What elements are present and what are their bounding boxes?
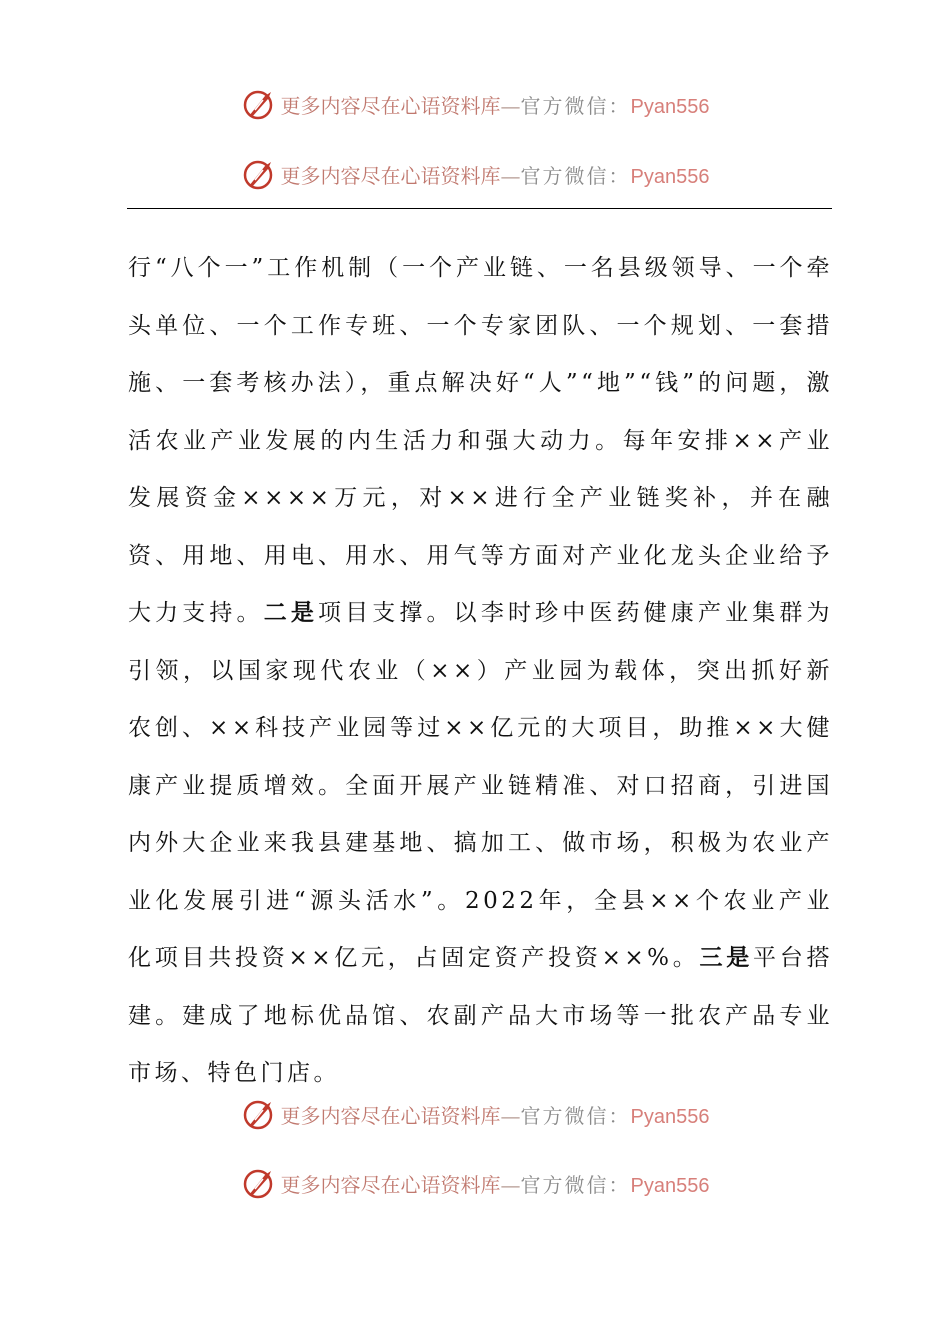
watermark-banner-bottom-1 [0, 1094, 950, 1134]
watermark-dash: — [500, 163, 521, 188]
watermark-id: Pyan556 [630, 1174, 710, 1197]
watermark-id: Pyan556 [630, 1105, 710, 1128]
fountain-pen-logo-icon [241, 86, 277, 122]
watermark-banner-bottom-2 [0, 1163, 950, 1203]
paragraph-segment-2: 项目支撑。以李时珍中医药健康产业集群为引领，以国家现代农业（××）产业园为载体，突出抓好新农创、××科技产业园等过××亿元的大项目，助推××大健康产业提质增效。全面开展产业链精准、对口招商，引进国内外大企业来我县建基地、搞加工、做市场，积极为农业产业化发展引进“源头活水”。2022年，全县××个农业产业化项目共投资××亿元，占固定资产投资××%。 [128, 600, 834, 971]
watermark-cn: 更多内容尽在心语资料库 [280, 1172, 501, 1197]
watermark-dash: — [500, 93, 521, 118]
watermark-id: Pyan556 [630, 95, 710, 118]
watermark-cn: 更多内容尽在心语资料库 [280, 163, 501, 188]
watermark-text [281, 1169, 710, 1198]
watermark-dash: — [500, 1172, 521, 1197]
watermark-text [281, 90, 710, 119]
watermark-banner-top-1 [0, 84, 950, 124]
header-divider [127, 208, 832, 209]
ordinal-three: 三是 [699, 945, 754, 971]
watermark-official: 官方微信： [520, 93, 631, 118]
paragraph-segment-3: 平台搭建。建成了地标优品馆、农副产品大市场等一批农产品专业市场、特色门店。 [128, 945, 833, 1086]
watermark-cn: 更多内容尽在心语资料库 [280, 93, 501, 118]
watermark-text [281, 160, 710, 189]
fountain-pen-logo-icon [241, 1096, 277, 1132]
fountain-pen-logo-icon [241, 1165, 277, 1201]
paragraph-segment-1: 行“八个一”工作机制（一个产业链、一名县级领导、一个牵头单位、一个工作专班、一个专家团队、一个规划、一套措施、一套考核办法），重点解决好“人”“地”“钱”的问题，激活农业产业发展的内生活力和强大动力。每年安排××产业发展资金××××万元，对××进行全产业链奖补，并在融资、用地、用电、用水、用气等方面对产业化龙头企业给予大力支持。 [128, 255, 833, 626]
ordinal-two: 二是 [263, 600, 318, 626]
watermark-text [281, 1100, 710, 1129]
watermark-cn: 更多内容尽在心语资料库 [280, 1103, 501, 1128]
watermark-banner-top-2 [0, 154, 950, 194]
watermark-official: 官方微信： [520, 1172, 631, 1197]
watermark-id: Pyan556 [630, 165, 710, 188]
watermark-dash: — [500, 1103, 521, 1128]
fountain-pen-logo-icon [241, 156, 277, 192]
watermark-official: 官方微信： [520, 163, 631, 188]
watermark-official: 官方微信： [520, 1103, 631, 1128]
body-paragraph [128, 240, 833, 1103]
